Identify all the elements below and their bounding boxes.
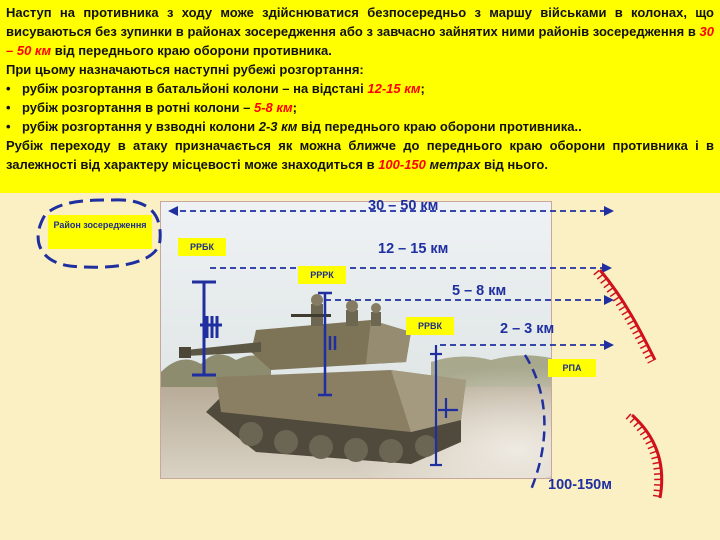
bullet-battalion-distance: 12-15 км	[367, 81, 421, 96]
bullet-platoon-end: від переднього краю оборони противника..	[297, 119, 582, 134]
attack-line-end: від нього.	[480, 157, 548, 172]
rpa-label: РПА	[548, 359, 596, 377]
distance-30-50: 30 – 50 км	[368, 198, 439, 214]
distance-100-150: 100-150м	[548, 477, 612, 493]
arrow-right-30-50	[604, 206, 614, 216]
intro-text: Наступ на противника з ходу може здійснюватися безпосередньо з маршу військами в колонах, що висуваються без зупинки в районах зосередження або з завчасно зайнятих ними районів зосередження в	[6, 5, 714, 39]
rrrk-label: РРРК	[298, 266, 346, 284]
distance-2-3: 2 – 3 км	[500, 321, 555, 337]
attack-line-text: Рубіж переходу в атаку призначається як можна ближче до переднього краю оборони противника і в залежності від характеру місцевості може знаходиться в	[6, 138, 714, 172]
bullet-battalion-text: рубіж розгортання в батальйоні колони – на відстані	[22, 81, 368, 96]
arrow-right-5-8	[604, 295, 614, 305]
attack-line-unit: метрах	[425, 157, 481, 172]
arrow-left-30-50	[168, 206, 178, 216]
bullet-battalion-end: ;	[420, 81, 425, 96]
bullet-platoon-distance: 2-3 км	[258, 119, 298, 134]
bullet-company-end: ;	[292, 100, 297, 115]
rrbk-label: РРБК	[178, 238, 226, 256]
bullet-platoon-text: рубіж розгортання у взводні колони	[22, 119, 259, 134]
bullet-company-distance: 5-8 км	[253, 100, 293, 115]
intro-distance: 30 – 50 км	[6, 24, 714, 58]
distance-12-15: 12 – 15 км	[378, 241, 449, 257]
lines-heading: При цьому назначаються наступні рубежі розгортання:	[6, 62, 364, 77]
intro-text-end: від переднього краю оборони противника.	[51, 43, 332, 58]
company-column-marker	[318, 293, 335, 395]
battalion-column-marker	[192, 282, 222, 375]
rrvk-label: РРВК	[406, 317, 454, 335]
bullet-company-text: рубіж розгортання в ротні колони –	[22, 100, 254, 115]
arrow-right-2-3	[604, 340, 614, 350]
distance-5-8: 5 – 8 км	[452, 283, 507, 299]
platoon-column-marker	[430, 345, 458, 465]
attack-line-distance: 100-150	[378, 157, 426, 172]
arrow-right-12-15	[602, 263, 612, 273]
attack-line-curve	[525, 355, 544, 492]
concentration-area-label: Район зосередження	[48, 215, 152, 249]
